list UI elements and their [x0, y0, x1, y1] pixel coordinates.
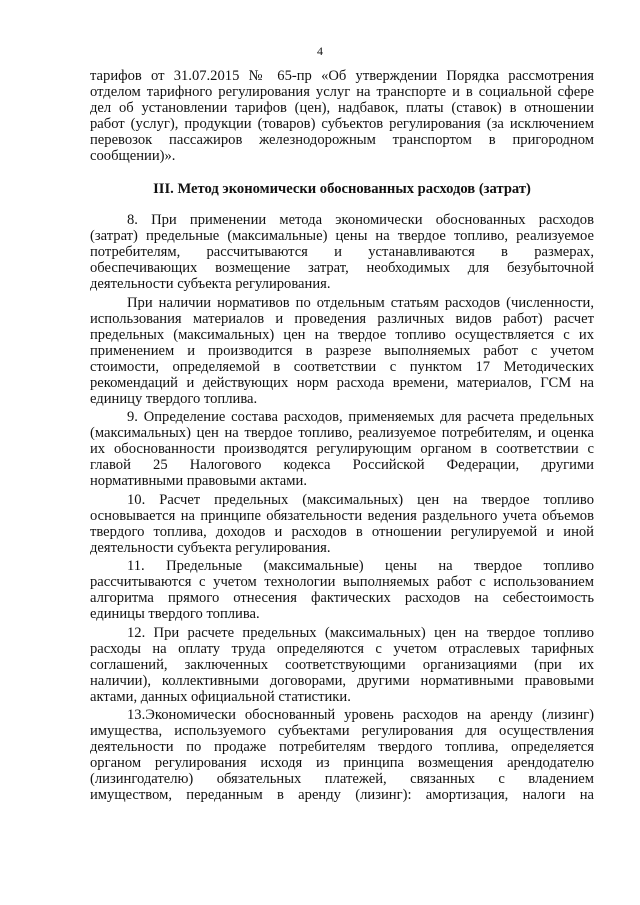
paragraph-line: (лизингодателю) обязательных платежей, связанных с владением	[90, 771, 594, 787]
paragraph-line: рекомендаций и действующих норм расхода времени, материалов, ГСМ на	[90, 374, 594, 391]
paragraph	[90, 492, 594, 556]
paragraph-line: алгоритма прямого отнесения фактических расходов на себестоимость	[90, 590, 594, 606]
paragraph-line: единицы твердого топлива.	[90, 606, 260, 622]
paragraph-line: обеспечивающих возмещение затрат, необходимых для безубыточной	[90, 260, 594, 276]
paragraph-line: 9. Определение состава расходов, применяемых для расчета предельных	[127, 409, 594, 425]
paragraph-line: стоимости, определяемой в соответствии с пунктом 17 Методических	[90, 358, 594, 375]
paragraph-line: главой 25 Налогового кодекса Российской Федерации, другими	[90, 457, 594, 473]
paragraph-line: основывается на принципе обязательности ведения раздельного учета объемов	[90, 507, 594, 524]
paragraph-line: их обоснованности производятся регулирующим органом в соответствии с	[90, 441, 594, 457]
paragraph-line: нормативными правовыми актами.	[90, 473, 307, 489]
intro-line: дел об установлении тарифов (цен), надбавок, платы (ставок) в отношении	[90, 100, 594, 116]
paragraph-line: использования материалов и проведения различных видов работ) расчет	[90, 310, 594, 327]
paragraph-line: предельных (максимальных) цен на твердое топливо осуществляется с их	[90, 326, 594, 343]
paragraph-line: потребителям, рассчитываются и устанавливаются в размерах,	[90, 244, 594, 260]
paragraph	[90, 295, 594, 407]
paragraph-line: 12. При расчете предельных (максимальных) цен на твердое топливо	[127, 624, 594, 641]
paragraph-line: твердого топлива, доходов и расходов в отношении регулируемой и иной	[90, 523, 594, 540]
paragraph-line: применением и производится в разрезе выполняемых работ с учетом	[90, 342, 594, 359]
intro-line: тарифов от 31.07.2015 № 65-пр «Об утверждении Порядка рассмотрения	[90, 68, 594, 84]
paragraph-line: (затрат) предельные (максимальные) цены на твердое топливо, реализуемое	[90, 228, 594, 244]
section-heading: III. Метод экономически обоснованных расходов (затрат)	[153, 181, 531, 197]
document-body	[90, 68, 594, 806]
paragraph	[90, 409, 594, 489]
intro-text	[90, 68, 594, 164]
paragraph	[90, 625, 594, 705]
paragraph-line: деятельности субъекта регулирования.	[90, 539, 331, 556]
paragraph-line: актами, данных официальной статистики.	[90, 688, 351, 705]
paragraph	[90, 558, 594, 622]
paragraph-line: органом регулирования исходя из принципа возмещения арендодателю	[90, 755, 594, 771]
paragraph-line: наличии), коллективными договорами, другими нормативными правовыми	[90, 672, 594, 689]
intro-line: отделом тарифного регулирования услуг на транспорте и в социальной сфере	[90, 84, 594, 100]
paragraph-line: имущества, используемого субъектами регулирования для осуществления	[90, 723, 594, 739]
paragraph-line: единицу твердого топлива.	[90, 390, 258, 407]
paragraph-line: При наличии нормативов по отдельным статьям расходов (численности,	[127, 294, 594, 311]
paragraph-line: 11. Предельные (максимальные) цены на твердое топливо	[127, 558, 594, 574]
paragraph-line: деятельности по продаже потребителям твердого топлива, определяется	[90, 739, 594, 755]
page-number: 4	[317, 44, 323, 58]
paragraph-line: имуществом, переданным в аренду (лизинг): амортизация, налоги на	[90, 787, 594, 803]
intro-line: работ (услуг), продукции (товаров) субъектов регулирования (за исключением	[90, 116, 594, 132]
paragraph	[90, 707, 594, 803]
paragraph-line: соглашений, заключенных соответствующими организациями (при их	[90, 656, 594, 673]
paragraph-line: (максимальных) цен на твердое топливо, реализуемое потребителям, и оценка	[90, 425, 594, 441]
paragraph-line: деятельности субъекта регулирования.	[90, 276, 331, 292]
paragraph-line: рассчитываются с учетом технологии выполняемых работ с использованием	[90, 574, 594, 590]
paragraph-line: расходы на оплату труда определяются с учетом отраслевых тарифных	[90, 640, 594, 657]
paragraphs	[90, 212, 594, 803]
paragraph	[90, 212, 594, 292]
paragraph-line: 13.Экономически обоснованный уровень расходов на аренду (лизинг)	[127, 707, 594, 723]
intro-line: перевозок пассажиров железнодорожным транспортом в пригородном	[90, 132, 594, 148]
intro-line: сообщении)».	[90, 148, 176, 164]
paragraph-line: 8. При применении метода экономически обоснованных расходов	[127, 212, 594, 228]
paragraph-line: 10. Расчет предельных (максимальных) цен на твердое топливо	[127, 491, 594, 508]
